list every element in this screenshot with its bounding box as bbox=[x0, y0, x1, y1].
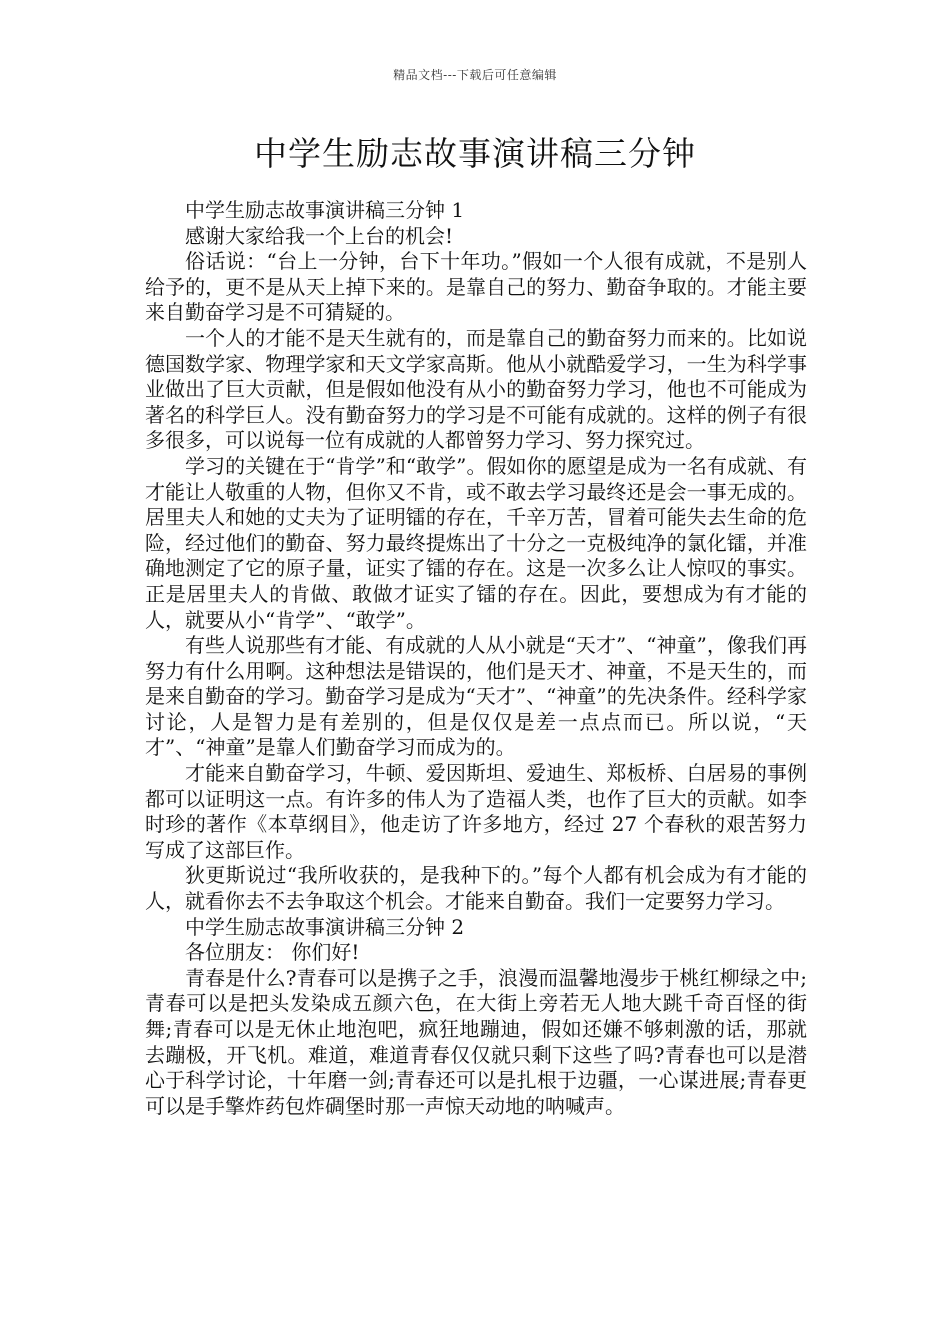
paragraph: 学习的关键在于“肯学”和“敢学”。假如你的愿望是成为一名有成就、有才能让人敬重的人物，但你又不肯，或不敢去学习最终还是会一事无成的。居里夫人和她的丈夫为了证明镭的存在，千辛万苦，冒着可能失去生命的危险，经过他们的勤奋、努力最终提炼出了十分之一克极纯净的氯化镭，并准确地测定了它的原子量，证实了镭的存在。这是一次多么让人惊叹的事实。正是居里夫人的肯做、敢做才证实了镭的存在。因此，要想成为有才能的人，就要从小“肯学”、“敢学”。 bbox=[145, 453, 807, 632]
section-heading-1: 中学生励志故事演讲稿三分钟 1 bbox=[185, 198, 465, 222]
paragraph: 才能来自勤奋学习，牛顿、爱因斯坦、爱迪生、郑板桥、白居易的事例都可以证明这一点。有许多的伟人为了造福人类，也作了巨大的贡献。如李时珍的著作《本草纲目》，他走访了许多地方，经过 27 个春秋的艰苦努力写成了这部巨作。 bbox=[145, 761, 807, 862]
paragraph: 狄更斯说过“我所收获的，是我种下的。”每个人都有机会成为有才能的人，就看你去不去争取这个机会。才能来自勤奋。我们一定要努力学习。 bbox=[145, 863, 807, 914]
paragraph: 一个人的才能不是天生就有的，而是靠自己的勤奋努力而来的。比如说德国数学家、物理学家和天文学家高斯。他从小就酷爱学习，一生为科学事业做出了巨大贡献，但是假如他没有从小的勤奋努力学习，他也不可能成为著名的科学巨人。没有勤奋努力的学习是不可能有成就的。这样的例子有很多很多，可以说每一位有成就的人都曾努力学习、努力探究过。 bbox=[145, 325, 807, 453]
paragraph: 有些人说那些有才能、有成就的人从小就是“天才”、“神童”，像我们再努力有什么用啊。这种想法是错误的，他们是天才、神童，不是天生的，而是来自勤奋的学习。勤奋学习是成为“天才”、“神童”的先决条件。经科学家讨论，人是智力是有差别的，但是仅仅是差一点点而已。所以说，“天才”、“神童”是靠人们勤奋学习而成为的。 bbox=[145, 633, 807, 760]
document-title: 中学生励志故事演讲稿三分钟 bbox=[254, 134, 696, 173]
header-note: 精品文档---下载后可任意编辑 bbox=[393, 68, 557, 82]
paragraph: 感谢大家给我一个上台的机会! bbox=[185, 223, 454, 248]
section-heading-2: 中学生励志故事演讲稿三分钟 2 bbox=[185, 914, 465, 939]
paragraph: 俗话说：“台上一分钟，台下十年功。”假如一个人很有成就，不是别人给予的，更不是从天上掉下来的。是靠自己的努力、勤奋争取的。才能主要来自勤奋学习是不可猜疑的。 bbox=[145, 249, 807, 325]
document-body bbox=[145, 198, 807, 1119]
paragraph: 青春是什么?青春可以是携子之手，浪漫而温馨地漫步于桃红柳绿之中;青春可以是把头发染成五颜六色，在大街上旁若无人地大跳千奇百怪的街舞;青春可以是无休止地泡吧，疯狂地蹦迪，假如还嫌不够刺激的话，那就去蹦极，开飞机。难道，难道青春仅仅就只剩下这些了吗?青春也可以是潜心于科学讨论，十年磨一剑;青春还可以是扎根于边疆，一心谋进展;青春更可以是手擎炸药包炸碉堡时那一声惊天动地的呐喊声。 bbox=[145, 965, 807, 1118]
paragraph: 各位朋友： 你们好! bbox=[185, 940, 360, 965]
